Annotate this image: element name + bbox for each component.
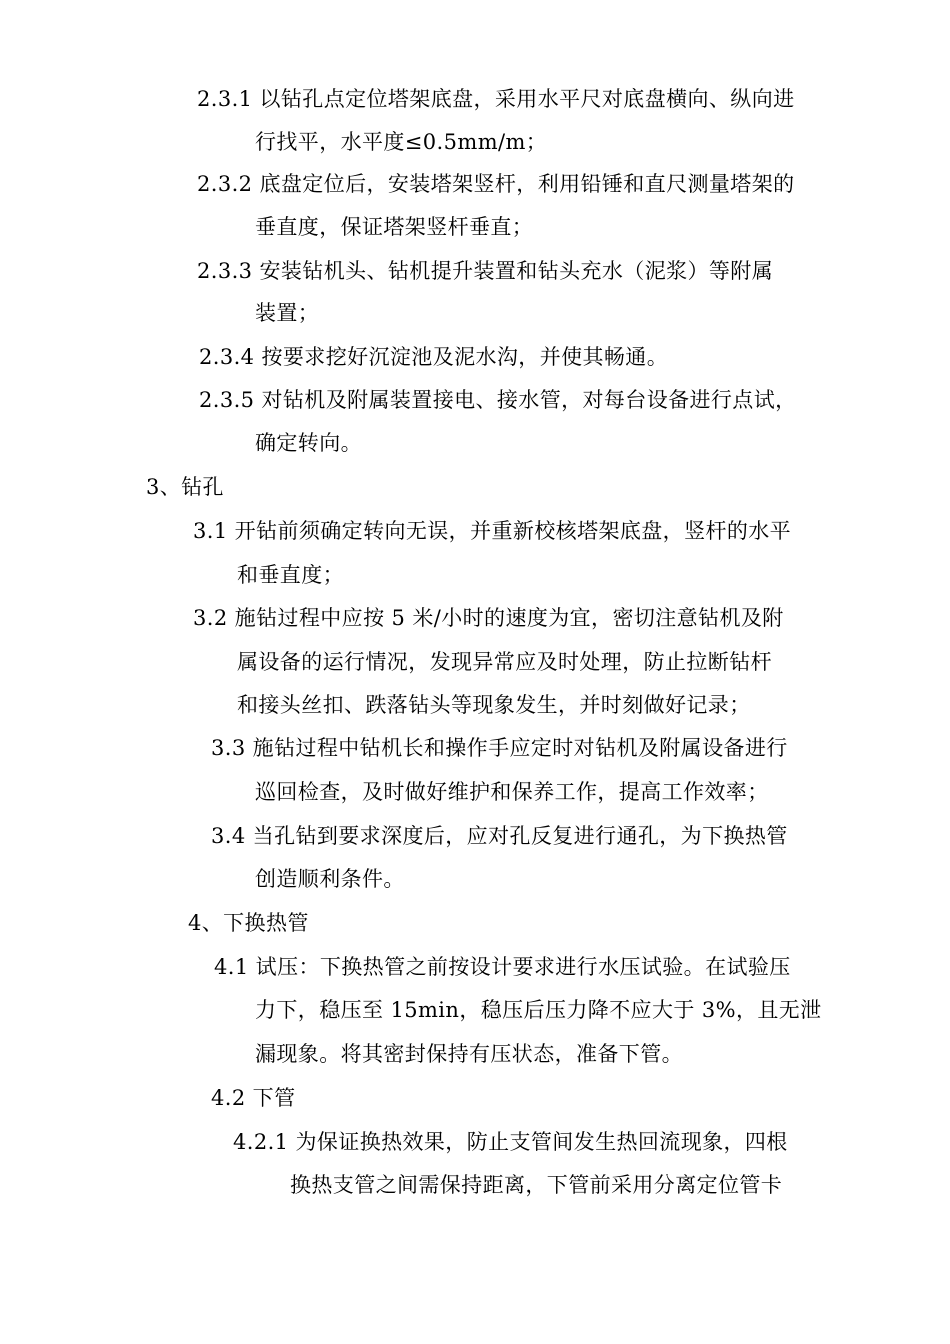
text-line: 行找平，水平度≤0.5mm/m；	[255, 130, 548, 154]
text-line: 垂直度，保证塔架竖杆垂直；	[255, 215, 534, 239]
text-line: 创造顺利条件。	[255, 867, 405, 891]
section-heading: 4、下换热管	[188, 911, 309, 935]
text-line: 漏现象。将其密封保持有压状态，准备下管。	[255, 1042, 683, 1066]
text-line: 2.3.4 按要求挖好沉淀池及泥水沟，并使其畅通。	[199, 345, 669, 369]
subsection-heading: 4.2 下管	[211, 1086, 296, 1110]
text-line: 巡回检查，及时做好维护和保养工作，提高工作效率；	[255, 780, 769, 804]
text-line: 2.3.3 安装钻机头、钻机提升装置和钻头充水（泥浆）等附属	[197, 259, 774, 283]
text-line: 4.1 试压：下换热管之前按设计要求进行水压试验。在试验压	[214, 955, 791, 979]
text-line: 装置；	[255, 301, 320, 325]
text-line: 3.1 开钻前须确定转向无误，并重新校核塔架底盘，竖杆的水平	[193, 519, 792, 543]
text-line: 和接头丝扣、跌落钻头等现象发生，并时刻做好记录；	[237, 693, 751, 717]
text-line: 2.3.1 以钻孔点定位塔架底盘，采用水平尺对底盘横向、纵向进	[197, 87, 795, 111]
text-line: 换热支管之间需保持距离，下管前采用分离定位管卡	[290, 1173, 783, 1197]
text-line: 2.3.2 底盘定位后，安装塔架竖杆，利用铅锤和直尺测量塔架的	[197, 172, 795, 196]
text-line: 3.4 当孔钻到要求深度后，应对孔反复进行通孔，为下换热管	[211, 824, 788, 848]
text-line: 3.3 施钻过程中钻机长和操作手应定时对钻机及附属设备进行	[211, 736, 788, 760]
text-line: 确定转向。	[255, 431, 362, 455]
text-line: 4.2.1 为保证换热效果，防止支管间发生热回流现象，四根	[233, 1130, 788, 1154]
text-line: 2.3.5 对钻机及附属装置接电、接水管，对每台设备进行点试，	[199, 388, 797, 412]
text-line: 3.2 施钻过程中应按 5 米/小时的速度为宜，密切注意钻机及附	[193, 606, 784, 630]
section-heading: 3、钻孔	[146, 475, 224, 499]
text-line: 和垂直度；	[237, 563, 344, 587]
text-line: 属设备的运行情况，发现异常应及时处理，防止拉断钻杆	[237, 650, 772, 674]
text-line: 力下，稳压至 15min，稳压后压力降不应大于 3%，且无泄	[255, 998, 822, 1022]
